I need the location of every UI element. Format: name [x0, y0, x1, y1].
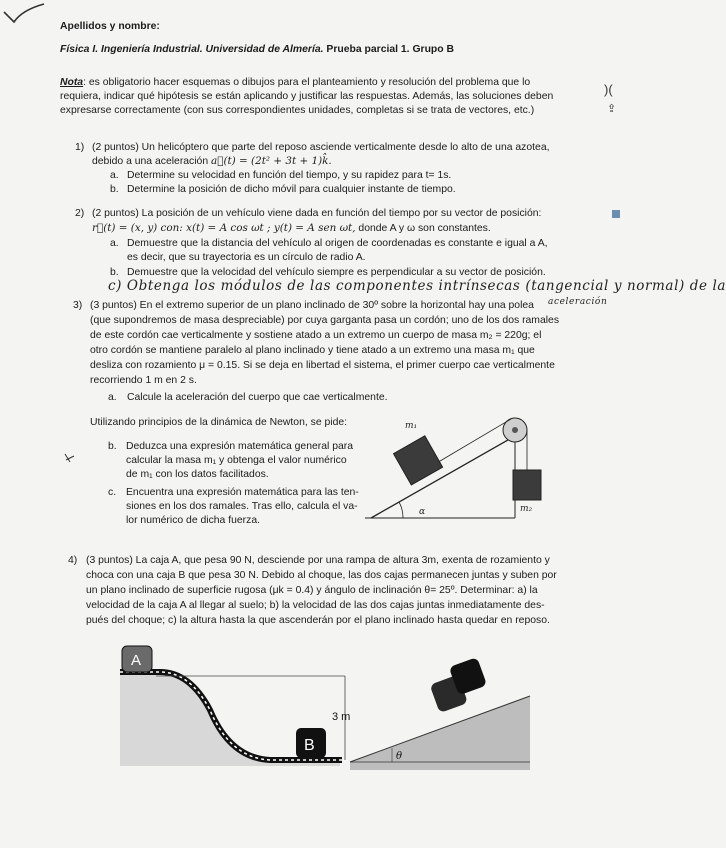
q3-line-1: (3 puntos) En el extremo superior de un plano inclinado de 30º sobre la horizontal hay una polea — [90, 300, 534, 311]
fig-m1-label: m₁ — [405, 421, 418, 431]
q2-a-label: a. — [110, 238, 119, 249]
ramp-collision-figure — [120, 640, 540, 780]
q4-number: 4) — [68, 555, 78, 566]
fig-box-a-label: A — [131, 652, 142, 669]
exam-title: Prueba parcial 1. Grupo B — [326, 44, 455, 55]
q4-line-5: pués del choque; c) la altura hasta la que ascenderán por el plano inclinado hasta quedar en reposo. — [86, 615, 550, 626]
course-title: Física I. Ingeniería Industrial. Universidad de Almería. — [60, 44, 324, 55]
course-header — [60, 43, 454, 56]
q2-b-label: b. — [110, 267, 119, 278]
q2-handwritten-note: c) Obtenga los módulos de las componentes intrínsecas (tangencial y normal) de la — [108, 278, 726, 294]
name-label: Apellidos y nombre: — [60, 21, 160, 32]
q1-line-1: (2 puntos) Un helicóptero que parte del reposo asciende verticalmente desde lo alto de una azotea, — [92, 142, 550, 153]
q3-b-label: b. — [108, 441, 117, 452]
note-line-1 — [60, 76, 530, 89]
q2-formula-line — [92, 222, 491, 235]
q3-c-line-1: Encuentra una expresión matemática para las ten- — [126, 487, 359, 498]
fig-alpha-label: α — [419, 507, 426, 517]
scan-edge-glyph: ⇪ — [607, 103, 617, 115]
check-mark-icon — [0, 0, 50, 30]
q3-c-label: c. — [108, 487, 117, 498]
q1-line-2 — [92, 155, 332, 168]
q1-line-2-text: debido a una aceleración — [92, 156, 212, 167]
q3-b-line-2: calcular la masa m₁ y obtenga el valor numérico — [126, 455, 347, 466]
q2-number: 2) — [75, 208, 85, 219]
q1-b-text: Determine la posición de dicho móvil para cualquier instante de tiempo. — [127, 184, 456, 195]
q3-c-line-3: lor numérico de dicha fuerza. — [126, 515, 260, 526]
q3-b-line-3: de m₁ con los datos facilitados. — [126, 469, 269, 480]
fig-theta-label: θ — [396, 751, 403, 762]
q2-a-line-2: es decir, que su trayectoria es un círculo de radio A. — [127, 252, 366, 263]
q1-formula: a⃗(t) = (2t² + 3t + 1)k̂. — [211, 155, 332, 167]
q3-number: 3) — [73, 300, 83, 311]
q4-line-3: un plano inclinado de superficie rugosa (μk = 0.4) y ángulo de inclinación θ= 25º. Determinar: a) la — [86, 585, 538, 596]
margin-scribble-icon — [62, 450, 78, 466]
note-text-1: : es obligatorio hacer esquemas o dibujos para el planteamiento y resolución del problema que lo — [83, 77, 531, 88]
note-line-2: requiera, indicar qué hipótesis se están aplicando y justificar las respuestas. Además, las soluciones deben — [60, 91, 554, 102]
scan-edge-marks: )( — [604, 82, 613, 97]
q4-line-4: velocidad de la caja A al llegar al suelo; b) la velocidad de las dos cajas juntas inmediatamente des- — [86, 600, 545, 611]
q2-b-text: Demuestre que la velocidad del vehículo siempre es perpendicular a su vector de posición. — [127, 267, 546, 278]
q3-b-line-1: Deduzca una expresión matemática general para — [126, 441, 353, 452]
q2-formula-tail: donde A y ω son constantes. — [355, 223, 491, 234]
fig-height-label: 3 m — [332, 711, 351, 723]
q2-formula: r⃗(t) = (x, y) con: x(t) = A cos ωt ; y(t) = A sen ωt, — [92, 222, 356, 234]
scan-edge-bar — [612, 210, 620, 218]
note-line-3: expresarse correctamente (con sus correspondientes unidades, completas si se trata de vectores, etc.) — [60, 105, 535, 116]
q4-line-1: (3 puntos) La caja A, que pesa 90 N, desciende por una rampa de altura 3m, exenta de rozamiento y — [86, 555, 550, 566]
q1-number: 1) — [75, 142, 85, 153]
q3-line-3: de este cordón cae verticalmente y sostiene atado a un extremo un cuerpo de masa m₂ = 220g; el — [90, 330, 542, 341]
q3-line-6: recorriendo 1 m en 2 s. — [90, 375, 197, 386]
q2-a-line-1: Demuestre que la distancia del vehículo al origen de coordenadas es constante e igual a A, — [127, 238, 548, 249]
q4-line-2: choca con una caja B que pesa 30 N. Debido al choque, las dos cajas permanecen juntas y suben por — [86, 570, 557, 581]
note-label: Nota — [60, 77, 84, 88]
q1-b-label: b. — [110, 184, 119, 195]
inclined-plane-figure — [365, 408, 555, 528]
q3-c-line-2: siones en los dos ramales. Tras ello, calcula el va- — [126, 501, 358, 512]
q3-line-5: desliza con rozamiento μ = 0.15. Si se deja en libertad el sistema, el primer cuerpo cae verticalmente — [90, 360, 555, 371]
q3-line-2: (que supondremos de masa despreciable) por cuya garganta pasa un cordón; uno de los dos ramales — [90, 315, 560, 326]
q1-a-label: a. — [110, 170, 119, 181]
q2-line-1: (2 puntos) La posición de un vehículo viene dada en función del tiempo por su vector de posición: — [92, 208, 542, 219]
q3-newton-intro: Utilizando principios de la dinámica de Newton, se pide: — [90, 417, 348, 428]
fig-m2-label: m₂ — [520, 504, 533, 514]
q3-a-label: a. — [108, 392, 117, 403]
fig-box-b-label: B — [304, 737, 315, 754]
q2-handwritten-margin: aceleración — [548, 297, 608, 307]
q1-a-text: Determine su velocidad en función del tiempo, y su rapidez para t= 1s. — [127, 170, 452, 181]
q3-line-4: otro cordón se mantiene paralelo al plano inclinado y tiene atado a un extremo una masa m₁ que — [90, 345, 535, 356]
q3-a-text: Calcule la aceleración del cuerpo que cae verticalmente. — [127, 392, 388, 403]
